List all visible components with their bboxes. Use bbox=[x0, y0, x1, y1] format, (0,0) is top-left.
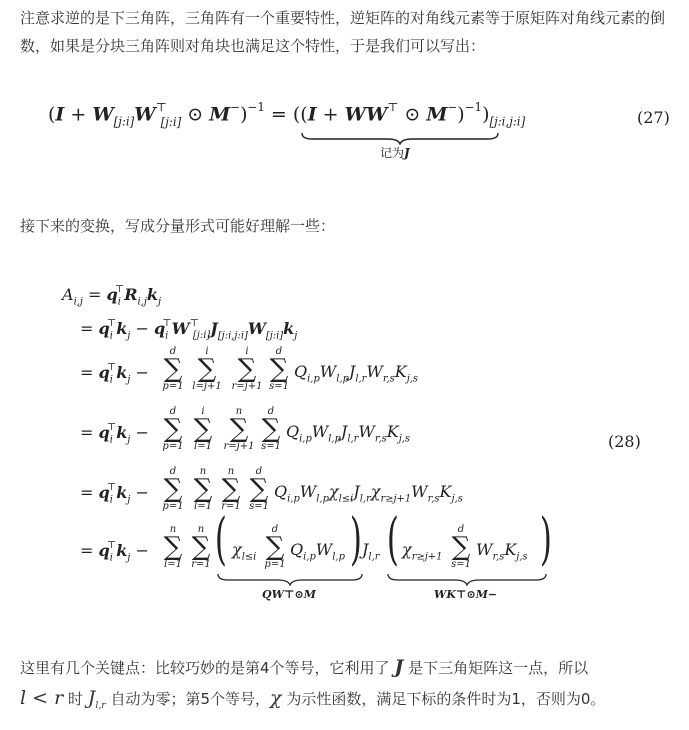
chi-l-term: $\chi_{l\le i}$ bbox=[232, 540, 257, 563]
underbrace-wk bbox=[386, 572, 548, 586]
sum-s-line6: d ∑ s=1 bbox=[451, 524, 471, 570]
left-paren-2: ( bbox=[386, 507, 399, 572]
qw-terms: $Q_{i,p}W_{l,p}$ bbox=[290, 540, 345, 563]
equation-number-28: (28) bbox=[608, 432, 641, 451]
paragraph-transform: 接下来的变换，写成分量形式可能好理解一些： bbox=[20, 217, 336, 235]
underbrace-label-qw: QW⊤⊙M bbox=[262, 588, 316, 601]
underbrace-qw bbox=[216, 572, 364, 586]
paragraph-intro: 注意求逆的是下三角阵，三角阵有一个重要特性，逆矩阵的对角线元素等于原矩阵对角线元素的倒数，如果是分块三角阵则对角块也满足这个特性，于是我们可以写出： bbox=[20, 9, 666, 55]
wk-terms: $W_{r,s}K_{j,s}$ bbox=[476, 540, 528, 563]
sum-s-line3: d ∑ s=1 bbox=[269, 346, 289, 392]
right-paren-1: ) bbox=[349, 507, 362, 572]
sum-p-line6: d ∑ p=1 bbox=[264, 524, 286, 570]
sum-r-line5: n ∑ r=1 bbox=[221, 466, 241, 512]
eq28-line-4-terms: $Q_{i,p}W_{l,p}J_{l,r}W_{r,s}K_{j,s}$ bbox=[286, 422, 411, 445]
eq28-line-5-lead: = $q_i^⊤k_j$ − bbox=[80, 482, 149, 506]
sum-l-line5: n ∑ l=1 bbox=[193, 466, 213, 512]
sum-l-line6: n ∑ l=1 bbox=[163, 524, 183, 570]
sum-r-line3: i ∑ r=j+1 bbox=[231, 346, 263, 392]
eq28-line-2: = $q_i^⊤k_j - q_i^⊤W^⊤_{[j:i]}J_{[j:i,j:i]}W_{[j:i]}k_j$ bbox=[80, 318, 298, 342]
underbrace-label-27: 记为J bbox=[380, 146, 410, 160]
eq28-line-4-lead: = $q_i^⊤k_j$ − bbox=[80, 422, 149, 446]
equation-27: ($I + W_{[j:i]}W^⊤_{[j:i]}$ ⊙ M−)$^{-1}$ = ((I + WW⊤ ⊙ $M^-)^{-1})_{[j:i,j:i]}$ bbox=[48, 100, 526, 129]
left-paren-1: ( bbox=[214, 507, 227, 572]
paragraph-explanation: 这里有几个关键点：比较巧妙的是第4个等号，它利用了 J 是下三角矩阵这一点，所以 l < r 时 $J_{l,r}$ 自动为零；第5个等号，χ 为示性函数，满足下标的条件时为1，否则为0。 bbox=[20, 656, 606, 712]
equation-number-27: (27) bbox=[637, 108, 670, 127]
eq28-line-6-lead: = $q_i^⊤k_j$ − bbox=[80, 540, 149, 564]
sum-l-line4: i ∑ l=1 bbox=[193, 406, 213, 452]
sum-p-line3: d ∑ p=1 bbox=[162, 346, 184, 392]
eq28-line-1: $A_{i,j} = q_i^⊤R_{i,j}k_j$ bbox=[62, 284, 162, 308]
sum-p-line4: d ∑ p=1 bbox=[162, 406, 184, 452]
j-term: $J_{l,r}$ bbox=[362, 540, 380, 563]
chi-r-term: $\chi_{r\ge j+1}$ bbox=[402, 540, 443, 563]
underbrace-label-wk: WK⊤⊙M− bbox=[434, 588, 498, 601]
right-paren-2: ) bbox=[539, 507, 552, 572]
sum-s-line5: d ∑ s=1 bbox=[249, 466, 269, 512]
sum-p-line5: d ∑ p=1 bbox=[162, 466, 184, 512]
eq28-line-5-terms: $Q_{i,p}W_{l,p}\chi_{l\le i}J_{l,r}\chi_{r\ge j+1}W_{r,s}K_{j,s}$ bbox=[274, 482, 463, 505]
sum-l-line3: i ∑ l=j+1 bbox=[192, 346, 222, 392]
eq28-line-3-lead: = $q_i^⊤k_j$ − bbox=[80, 362, 149, 386]
sum-s-line4: d ∑ s=1 bbox=[261, 406, 281, 452]
sum-r-line4: n ∑ r=j+1 bbox=[223, 406, 255, 452]
eq28-line-3-terms: $Q_{i,p}W_{l,p}J_{l,r}W_{r,s}K_{j,s}$ bbox=[294, 362, 419, 385]
underbrace-27 bbox=[300, 131, 500, 145]
sum-r-line6: n ∑ r=1 bbox=[191, 524, 211, 570]
